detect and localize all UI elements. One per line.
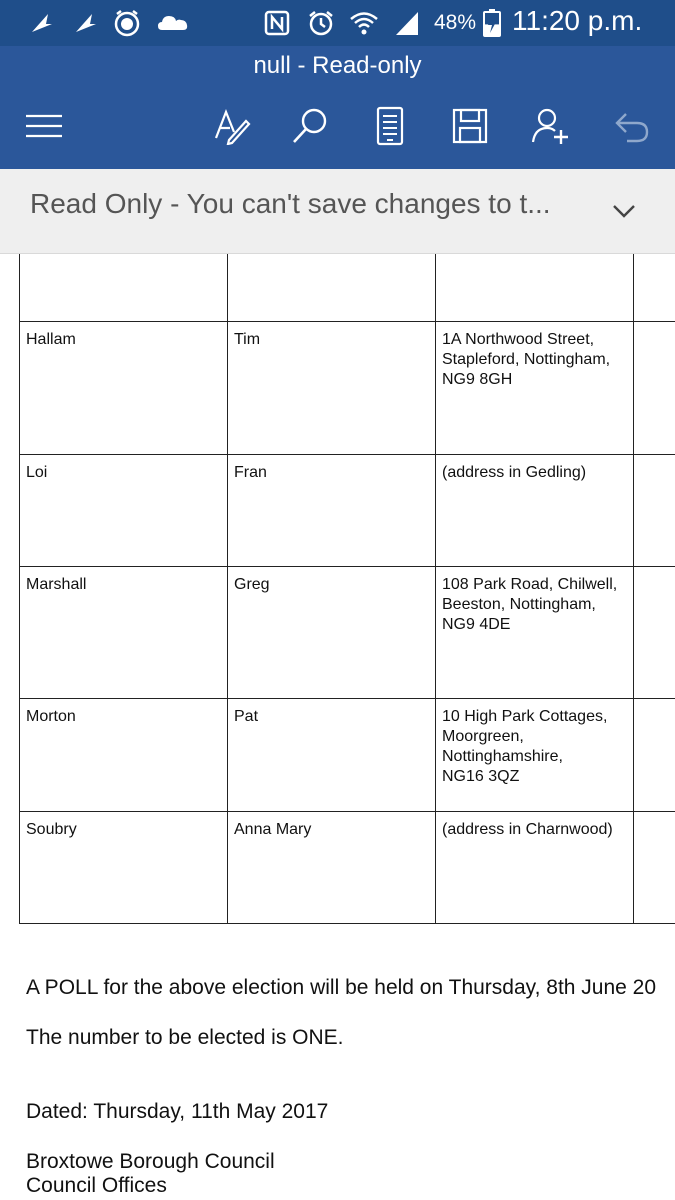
app-title-bar [0, 46, 675, 169]
table-row [20, 567, 675, 699]
search-button[interactable] [286, 102, 334, 150]
table-row [20, 812, 675, 924]
table-cell-name: Fran [228, 455, 436, 567]
nfc-icon [262, 8, 292, 38]
menu-button[interactable] [20, 102, 68, 150]
mobile-view-icon [375, 106, 405, 146]
table-cell-name: Tim [228, 322, 436, 455]
notification-arrow-icon [26, 8, 56, 38]
read-only-banner[interactable] [0, 169, 675, 254]
table-cell-address: 10 High Park Cottages, Moorgreen, Nottinghamshire, NG16 3QZ [436, 699, 634, 812]
table-cell-address: 108 Park Road, Chilwell, Beeston, Nottingham, NG9 4DE [436, 567, 634, 699]
table-cell-address: (address in Gedling) [436, 455, 634, 567]
candidates-table [19, 254, 675, 924]
undo-button[interactable] [608, 102, 656, 150]
share-person-icon [530, 106, 570, 146]
cloud-icon [156, 8, 190, 38]
table-cell-clipped [634, 567, 675, 699]
menu-icon [24, 113, 64, 139]
read-only-message: Read Only - You can't save changes to t... [30, 188, 551, 219]
table-cell-name: Anna Mary [228, 812, 436, 924]
edit-button[interactable] [208, 102, 256, 150]
battery-percent: 48% [434, 11, 477, 34]
table-row [20, 455, 675, 567]
poll-notice: A POLL for the above election will be held on Thursday, 8th June 20 [26, 976, 657, 999]
table-cell-clipped [634, 322, 675, 455]
document-page [0, 254, 675, 1200]
table-cell-surname [20, 254, 228, 322]
signal-icon [392, 8, 422, 38]
table-cell-surname: Soubry [20, 812, 228, 924]
share-button[interactable] [526, 102, 574, 150]
mobile-view-button[interactable] [366, 102, 414, 150]
table-cell-name [228, 254, 436, 322]
council-name: Broxtowe Borough Council [26, 1150, 275, 1173]
table-cell-address [436, 254, 634, 322]
clock-time: 11:20 p.m. [512, 5, 643, 36]
table-row [20, 322, 675, 455]
table-cell-clipped [634, 812, 675, 924]
table-cell-address: (address in Charnwood) [436, 812, 634, 924]
document-title: null - Read-only [253, 52, 422, 79]
table-cell-surname: Loi [20, 455, 228, 567]
table-cell-clipped [634, 254, 675, 322]
search-icon [290, 106, 330, 146]
save-button[interactable] [446, 102, 494, 150]
table-cell-surname: Marshall [20, 567, 228, 699]
table-cell-name: Pat [228, 699, 436, 812]
table-row [20, 699, 675, 812]
alarm-clock-face-icon [112, 8, 142, 38]
dated-line: Dated: Thursday, 11th May 2017 [26, 1100, 329, 1123]
council-offices: Council Offices [26, 1174, 167, 1197]
edit-pen-icon [213, 107, 251, 145]
battery-charging-icon [482, 8, 502, 38]
table-cell-name: Greg [228, 567, 436, 699]
alarm-icon [306, 8, 336, 38]
table-cell-surname: Morton [20, 699, 228, 812]
chevron-down-icon[interactable] [604, 192, 644, 232]
number-elected: The number to be elected is ONE. [26, 1026, 344, 1049]
status-bar [0, 0, 675, 46]
table-cell-clipped [634, 699, 675, 812]
table-cell-surname: Hallam [20, 322, 228, 455]
undo-icon [613, 109, 651, 143]
notification-arrow-icon [70, 8, 100, 38]
table-row [20, 254, 675, 322]
save-icon [451, 107, 489, 145]
wifi-icon [348, 8, 380, 38]
table-cell-address: 1A Northwood Street, Stapleford, Nottingham, NG9 8GH [436, 322, 634, 455]
table-cell-clipped [634, 455, 675, 567]
